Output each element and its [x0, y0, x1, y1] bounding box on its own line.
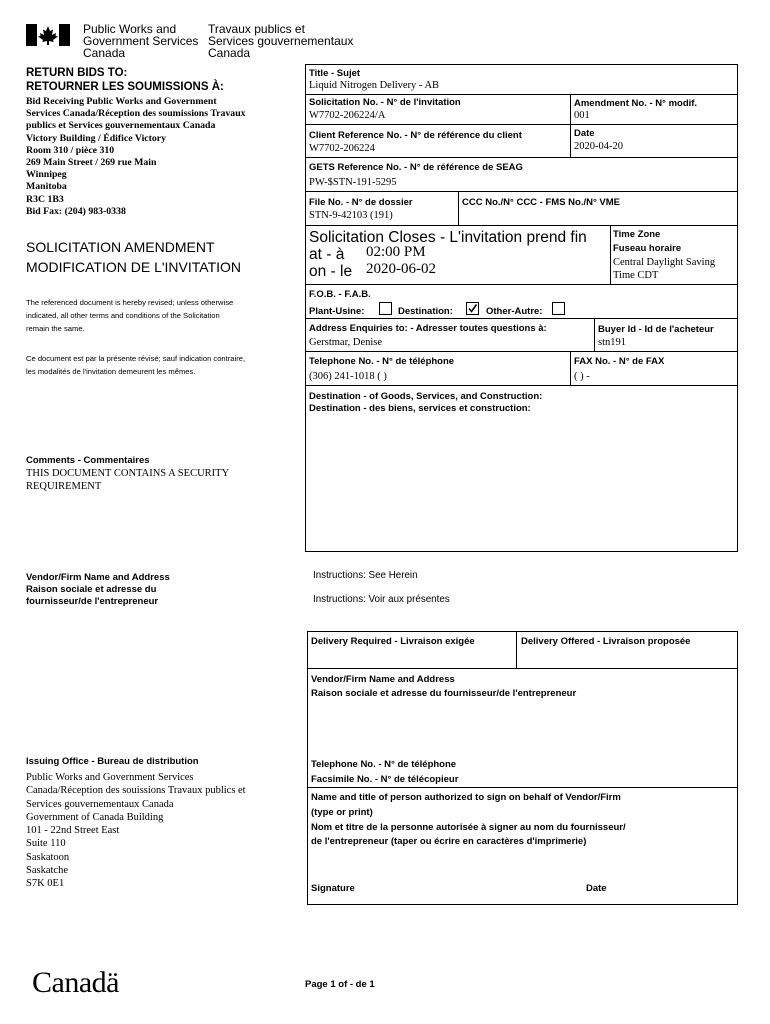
- address-line: Suite 110: [26, 838, 66, 850]
- department-name-en: [83, 23, 198, 59]
- divider: [305, 318, 738, 319]
- other-option-label: Other-Autre:: [486, 306, 543, 317]
- address-line: R3C 1B3: [26, 193, 64, 205]
- client-reference-value: W7702-206224: [309, 143, 375, 154]
- other-checkbox[interactable]: [552, 302, 565, 315]
- delivery-offered-label: Delivery Offered - Livraison proposée: [521, 636, 691, 647]
- issuing-office-section: [26, 755, 246, 891]
- comments-label: Comments - Commentaires: [26, 455, 150, 466]
- fax-value: ( ) -: [574, 371, 590, 382]
- maple-leaf-icon: [26, 24, 70, 46]
- department-name-fr: [208, 23, 353, 59]
- divider: [305, 94, 738, 95]
- address-line: Canada/Réception des souissions Travaux publics et: [26, 785, 246, 797]
- address-line: Services Canada/Réception des soumissions Travaux: [26, 108, 246, 120]
- fob-label: F.O.B. - F.A.B.: [309, 289, 371, 300]
- closes-at-label: at - à: [309, 246, 345, 263]
- title-label: Title - Sujet: [309, 68, 361, 79]
- authorized-person-label: (type or print): [311, 807, 373, 818]
- closes-on-label: on - le: [309, 263, 353, 280]
- divider: [570, 351, 571, 385]
- date-value: 2020-04-20: [574, 141, 623, 152]
- time-zone-label: Time Zone: [613, 229, 661, 240]
- department-line: Canada: [83, 46, 126, 60]
- address-line: Bid Receiving Public Works and Government: [26, 96, 217, 107]
- note-line: Ce document est par la présente révisé; sauf indication contraire,: [26, 354, 246, 363]
- ccc-number-label: CCC No./N° CCC - FMS No./N° VME: [462, 197, 621, 208]
- destination-checkbox[interactable]: [466, 302, 479, 315]
- address-line: Services gouvernementaux Canada: [26, 798, 174, 810]
- date-label: Date: [574, 128, 595, 139]
- amendment-title: [26, 237, 241, 277]
- authorized-person-label-fr: Nom et titre de la personne autorisée à signer au nom du fournisseur/: [311, 822, 626, 833]
- plant-checkbox[interactable]: [379, 302, 392, 315]
- department-line: Government Services: [83, 34, 199, 48]
- amendment-note-en: [26, 296, 233, 335]
- telephone-value: (306) 241-1018 ( ): [309, 371, 387, 382]
- address-line: Manitoba: [26, 181, 67, 193]
- note-line: indicated, all other terms and conditions of the Solicitation: [26, 311, 220, 320]
- page-number: Page 1 of - de 1: [305, 979, 375, 990]
- note-line: The referenced document is hereby revised; unless otherwise: [26, 298, 234, 307]
- buyer-id-value: stn191: [598, 337, 627, 348]
- checkmark-icon: [467, 303, 478, 314]
- address-line: Saskatoon: [26, 851, 70, 863]
- authorized-person-label-fr: de l'entrepreneur (taper ou écrire en caractères d'imprimerie): [311, 836, 587, 847]
- divider: [305, 225, 738, 226]
- address-line: 101 - 22nd Street East: [26, 825, 120, 837]
- vendor-label-line: fournisseur/de l'entrepreneur: [26, 596, 159, 607]
- time-zone-label-fr: Fuseau horaire: [613, 243, 682, 254]
- closes-time-value: 02:00 PM: [366, 244, 426, 260]
- instructions-fr: Instructions: Voir aux présentes: [313, 594, 450, 605]
- buyer-id-label: Buyer Id - Id de l'acheteur: [598, 324, 714, 335]
- vendor-label-left: [26, 572, 170, 608]
- issuing-office-address: [26, 771, 246, 891]
- divider: [516, 631, 517, 668]
- issuing-office-label: Issuing Office - Bureau de distribution: [26, 756, 199, 767]
- divider: [307, 787, 738, 788]
- fax-label: FAX No. - N° de FAX: [574, 356, 665, 367]
- address-line: Victory Building / Édifice Victory: [26, 132, 167, 144]
- department-line: Public Works and: [83, 22, 177, 36]
- file-number-label: File No. - N° de dossier: [309, 197, 413, 208]
- amendment-number-label: Amendment No. - N° modif.: [574, 98, 698, 109]
- divider: [305, 284, 738, 285]
- divider: [305, 124, 738, 125]
- destination-goods-label: Destination - of Goods, Services, and Construction:: [309, 391, 543, 402]
- telephone-label: Telephone No. - N° de téléphone: [309, 356, 455, 367]
- destination-goods-label-fr: Destination - des biens, services et construction:: [309, 403, 531, 414]
- canada-wordmark: Canadä: [32, 966, 119, 999]
- return-bids-title-en: RETURN BIDS TO:: [26, 67, 128, 79]
- divider: [570, 94, 571, 157]
- title-value: Liquid Nitrogen Delivery - AB: [309, 80, 440, 91]
- solicitation-closes-heading: Solicitation Closes - L'invitation prend fin: [309, 229, 587, 246]
- divider: [458, 191, 459, 225]
- amendment-title-en: SOLICITATION AMENDMENT: [26, 239, 215, 255]
- gets-reference-label: GETS Reference No. - N° de référence de SEAG: [309, 162, 523, 173]
- note-line: remain the same.: [26, 324, 85, 333]
- comments-line: REQUIREMENT: [26, 481, 102, 492]
- solicitation-number-value: W7702-206224/A: [309, 110, 386, 121]
- divider: [594, 318, 595, 351]
- divider: [305, 351, 738, 352]
- vendor-label-line: Vendor/Firm Name and Address: [26, 572, 170, 583]
- plant-label: Plant-Usine:: [309, 306, 365, 317]
- destination-option-label: Destination:: [398, 306, 453, 317]
- bid-fax: Bid Fax: (204) 983-0338: [26, 205, 126, 217]
- solicitation-number-label: Solicitation No. - N° de l'invitation: [309, 97, 461, 108]
- instructions-en: Instructions: See Herein: [313, 570, 418, 581]
- return-bids-address: [26, 96, 246, 218]
- client-reference-label: Client Reference No. - N° de référence du client: [309, 130, 522, 141]
- department-line: Services gouvernementaux: [208, 34, 354, 48]
- canada-flag-logo: [26, 24, 70, 46]
- signature-date-label: Date: [586, 883, 607, 894]
- address-enquiries-label: Address Enquiries to: - Adresser toutes questions à:: [309, 323, 547, 334]
- address-enquiries-value: Gerstmar, Denise: [309, 337, 383, 348]
- address-line: Winnipeg: [26, 169, 67, 181]
- file-number-value: STN-9-42103 (191): [309, 210, 393, 221]
- return-bids-title: [26, 66, 224, 94]
- time-zone-value: Central Daylight Saving: [613, 257, 716, 268]
- address-line: publics et Services gouvernementaux Canada: [26, 120, 216, 132]
- address-line: Room 310 / pièce 310: [26, 144, 115, 156]
- delivery-required-label: Delivery Required - Livraison exigée: [311, 636, 475, 647]
- closes-date-value: 2020-06-02: [366, 261, 436, 277]
- amendment-number-value: 001: [574, 110, 590, 121]
- address-line: S7K 0E1: [26, 878, 65, 890]
- authorized-person-label: Name and title of person authorized to sign on behalf of Vendor/Firm: [311, 792, 621, 803]
- divider: [305, 191, 738, 192]
- address-line: Government of Canada Building: [26, 811, 164, 823]
- amendment-note-fr: [26, 352, 245, 378]
- vendor-name-label: Vendor/Firm Name and Address: [311, 674, 455, 685]
- divider: [305, 385, 738, 386]
- vendor-facsimile-label: Facsimile No. - N° de télécopieur: [311, 774, 459, 785]
- divider: [307, 668, 738, 669]
- address-line: Public Works and Government Services: [26, 772, 194, 783]
- comments-line: THIS DOCUMENT CONTAINS A SECURITY: [26, 468, 230, 479]
- comments-section: [26, 455, 229, 493]
- vendor-telephone-label: Telephone No. - N° de téléphone: [311, 759, 457, 770]
- amendment-title-fr: MODIFICATION DE L'INVITATION: [26, 259, 242, 275]
- note-line: les modalités de l'invitation demeurent les mêmes.: [26, 367, 196, 376]
- return-bids-title-fr: RETOURNER LES SOUMISSIONS À:: [26, 81, 224, 93]
- divider: [610, 225, 611, 284]
- signature-label: Signature: [311, 883, 355, 894]
- gets-reference-value: PW-$STN-191-5295: [309, 177, 397, 188]
- department-line: Travaux publics et: [208, 22, 305, 36]
- address-line: 269 Main Street / 269 rue Main: [26, 157, 157, 169]
- divider: [305, 157, 738, 158]
- time-zone-value: Time CDT: [613, 270, 659, 281]
- address-line: Saskatche: [26, 865, 68, 877]
- department-line: Canada: [208, 46, 251, 60]
- vendor-name-label-fr: Raison sociale et adresse du fournisseur/de l'entrepreneur: [311, 688, 577, 699]
- vendor-label-line: Raison sociale et adresse du: [26, 584, 157, 595]
